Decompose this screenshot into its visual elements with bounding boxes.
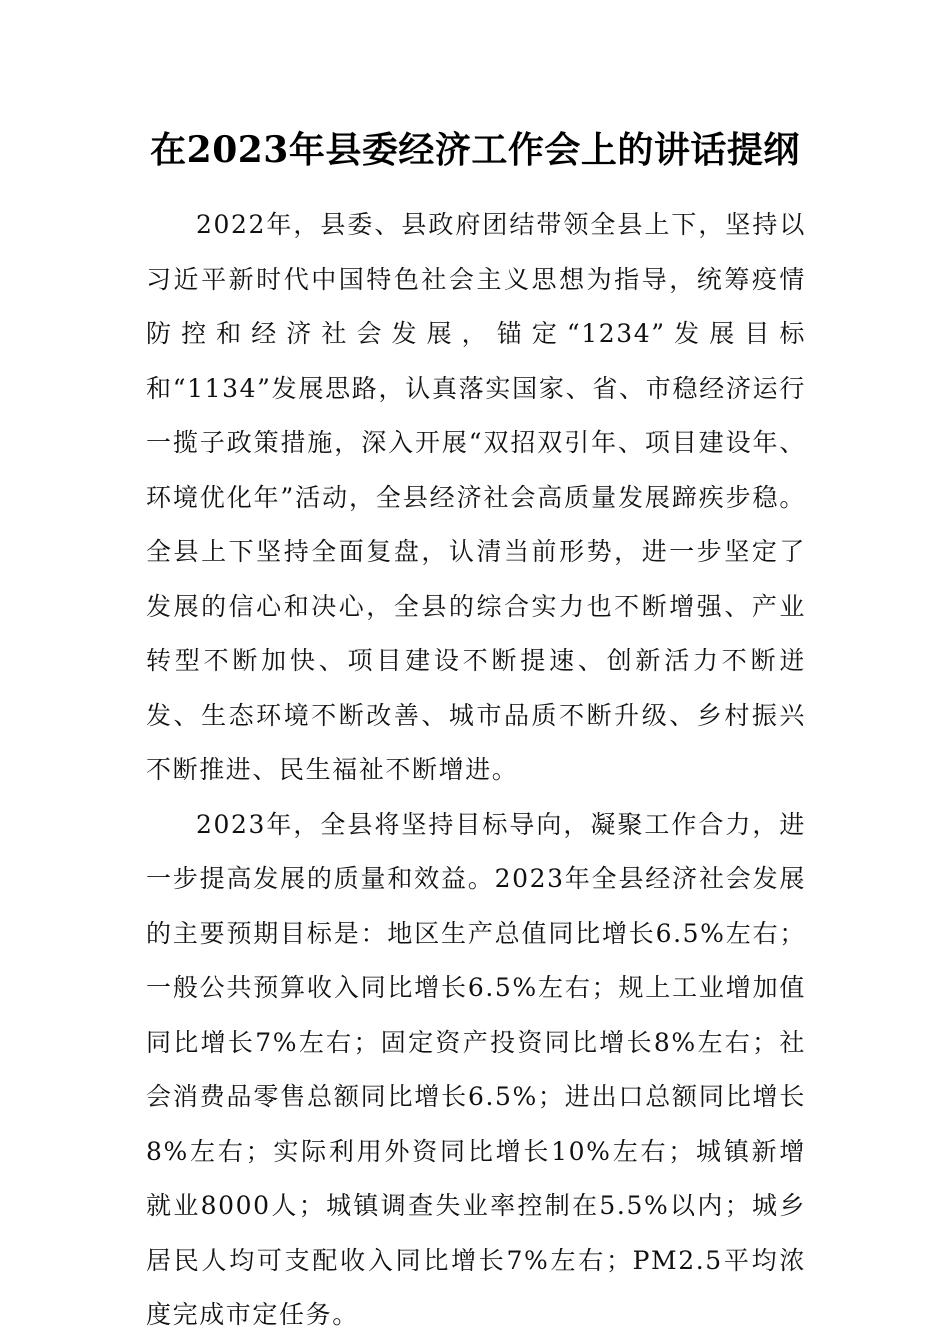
paragraph-2023-targets: 2023年，全县将坚持目标导向，凝聚工作合力，进一步提高发展的质量和效益。2023年全县经济社会发展的主要预期目标是：地区生产总值同比增长6.5%左右；一般公共预算收入同比增长6.5%左右；规上工业增加值同比增长7%左右；固定资产投资同比增长8%左右；社会消费品零售总额同比增长6.5%；进出口总额同比增长8%左右；实际利用外资同比增长10%左右；城镇新增就业8000人；城镇调查失业率控制在5.5%以内；城乡居民人均可支配收入同比增长7%左右；PM2.5平均浓度完成市定任务。 bbox=[146, 809, 806, 1329]
document-title: 在2023年县委经济工作会上的讲话提纲 bbox=[150, 129, 800, 171]
document-body bbox=[146, 198, 806, 1343]
paragraph-2022-review: 2022年，县委、县政府团结带领全县上下，坚持以习近平新时代中国特色社会主义思想为指导，统筹疫情防控和经济社会发展，锚定“1234”发展目标和“1134”发展思路，认真落实国家、省、市稳经济运行一揽子政策措施，深入开展“双招双引年、项目建设年、环境优化年”活动，全县经济社会高质量发展蹄疾步稳。全县上下坚持全面复盘，认清当前形势，进一步坚定了发展的信心和决心，全县的综合实力也不断增强、产业转型不断加快、项目建设不断提速、创新活力不断迸发、生态环境不断改善、城市品质不断升级、乡村振兴不断推进、民生福祉不断增进。 bbox=[146, 210, 806, 784]
